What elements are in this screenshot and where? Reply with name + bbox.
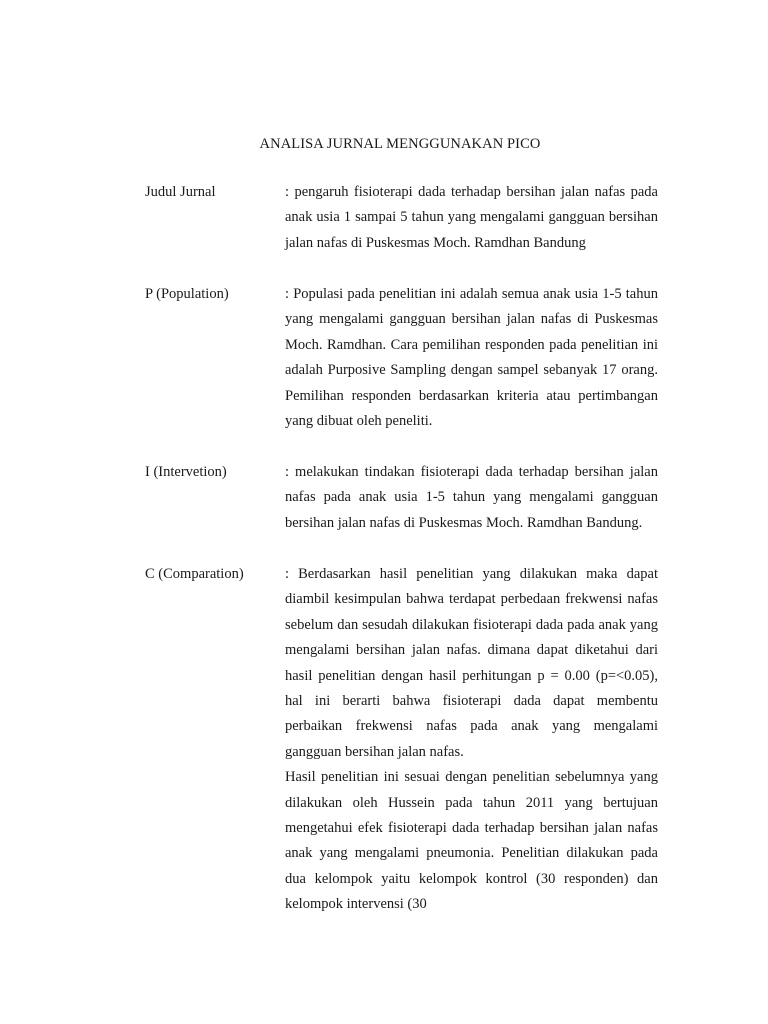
content-paragraph: : pengaruh fisioterapi dada terhadap bersihan jalan nafas pada anak usia 1 sampai 5 tahun yang mengalami gangguan bersihan jalan nafas di Puskesmas Moch. Ramdhan Bandung: [285, 184, 658, 251]
row-label: P (Population): [145, 286, 229, 302]
content-paragraph: : melakukan tindakan fisioterapi dada terhadap bersihan jalan nafas pada anak usia 1-5 tahun yang mengalami gangguan bersihan jalan nafas di Puskesmas Moch. Ramdhan Bandung.: [285, 464, 658, 531]
row-content: [285, 180, 658, 256]
row-label: Judul Jurnal: [145, 184, 216, 200]
row-label: I (Intervetion): [145, 464, 227, 480]
page-title: ANALISA JURNAL MENGGUNAKAN PICO: [259, 136, 541, 152]
content-paragraph: : Populasi pada penelitian ini adalah semua anak usia 1-5 tahun yang mengalami gangguan bersihan jalan nafas di Puskesmas Moch. Ramdhan. Cara pemilihan responden pada penelitian ini adalah Purposive Sampling dengan sampel sebanyak 17 orang. Pemilihan responden berdasarkan kriteria atau pertimbangan yang dibuat oleh peneliti.: [285, 286, 658, 430]
content-paragraph: Hasil penelitian ini sesuai dengan penelitian sebelumnya yang dilakukan oleh Hussein pada tahun 2011 yang bertujuan mengetahui efek fisioterapi dada terhadap bersihan jalan nafas anak yang mengalami pneumonia. Penelitian dilakukan pada dua kelompok yaitu kelompok kontrol (30 responden) dan kelompok intervensi (30: [285, 769, 658, 913]
row-content: [285, 460, 658, 536]
row-content: [285, 282, 658, 434]
content-paragraph: : Berdasarkan hasil penelitian yang dilakukan maka dapat diambil kesimpulan bahwa terdapat perbedaan frekwensi nafas sebelum dan sesudah dilakukan fisioterapi dada pada anak yang mengalami bersihan jalan nafas. dimana dapat diketahui dari hasil penelitian dengan hasil perhitungan p = 0.00 (p=<0.05), hal ini berarti bahwa fisioterapi dada dapat membentu perbaikan frekwensi nafas pada anak yang mengalami gangguan bersihan jalan nafas.: [285, 566, 658, 760]
row-content: [285, 562, 658, 918]
row-label: C (Comparation): [145, 566, 244, 582]
